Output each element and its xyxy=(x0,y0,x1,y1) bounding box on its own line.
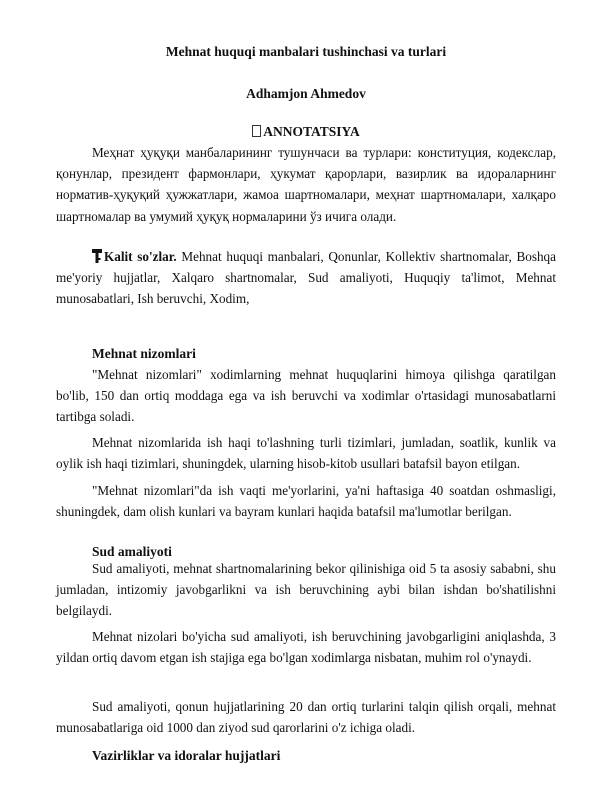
section-heading-vazirliklar: Vazirliklar va idoralar hujjatlari xyxy=(92,748,281,763)
annotation-heading-text: ANNOTATSIYA xyxy=(263,124,360,139)
keywords-paragraph xyxy=(56,246,556,310)
section2-paragraph-3: Sud amaliyoti, qonun hujjatlarining 20 dan ortiq turlarini talqin qilish orqali, mehnat munosabatlariga oid 1000 dan ziyod sud qarorlarini o'z ichiga oladi. xyxy=(56,699,556,736)
missing-glyph-icon xyxy=(252,125,261,137)
keywords-list: Mehnat huquqi manbalari, Qonunlar, Kollektiv shartnomalar, Boshqa me'yoriy hujjatlar, Xalqaro shartnomalar, Sud amaliyoti, Huquqiy ta'limot, Mehnat munosabatlari, Ish beruvchi, Xodim, xyxy=(56,249,557,307)
section-heading-sud-amaliyoti: Sud amaliyoti xyxy=(92,544,172,559)
section1-paragraph-1: "Mehnat nizomlari" xodimlarning mehnat huquqlarini himoya qilishga qaratilgan bo'lib, 150 dan ortiq moddaga ega va ish beruvchi va xodimlar o'rtasidagi munosabatlarni tartibga soladi. xyxy=(56,367,556,425)
annotation-heading xyxy=(56,124,556,140)
section2-paragraph-1: Sud amaliyoti, mehnat shartnomalarining bekor qilinishiga oid 5 ta asosiy sababni, shu jumladan, intizomiy javobgarlikni va ish beruvchining aybi bilan ishdan bo'shatilishni belgilaydi. xyxy=(56,561,556,619)
section1-paragraph-3: "Mehnat nizomlari"da ish vaqti me'yorlarini, ya'ni haftasiga 40 soatdan oshmasligi, shuningdek, dam olish kunlari va bayram kunlari haqida batafsil ma'lumotlar berilgan. xyxy=(56,483,556,520)
section-heading-mehnat-nizomlari: Mehnat nizomlari xyxy=(92,346,196,361)
annotation-paragraph: Меҳнат ҳуқуқи манбаларининг тушунчаси ва турлари: конституция, кодекслар, қонунлар, президент фармонлари, ҳукумат қарорлари, вазирлик ва идораларнинг норматив-ҳуқуқий ҳужжатлари, жамоа шартномалари, меҳнат шартномалари, халқаро шартномалар ва умумий ҳуқуқ нормаларини ўз ичига олади. xyxy=(56,145,556,224)
author-name: Adhamjon Ahmedov xyxy=(246,86,366,101)
section1-paragraph-2: Mehnat nizomlarida ish haqi to'lashning turli tizimlari, jumladan, soatlik, kunlik va oylik ish haqi tizimlari, shuningdek, ularning hisob-kitob usullari batafsil bayon etilgan. xyxy=(56,435,556,472)
key-icon xyxy=(92,249,102,263)
section2-paragraph-2: Mehnat nizolari bo'yicha sud amaliyoti, ish beruvchining javobgarligini aniqlashda, 3 yildan ortiq davom etgan ish stajiga ega bo'lgan xodimlarga nisbatan, muhim rol o'ynaydi. xyxy=(56,629,556,666)
paper-title: Mehnat huquqi manbalari tushinchasi va turlari xyxy=(165,44,447,59)
keywords-label: Kalit so'zlar. xyxy=(104,249,177,264)
